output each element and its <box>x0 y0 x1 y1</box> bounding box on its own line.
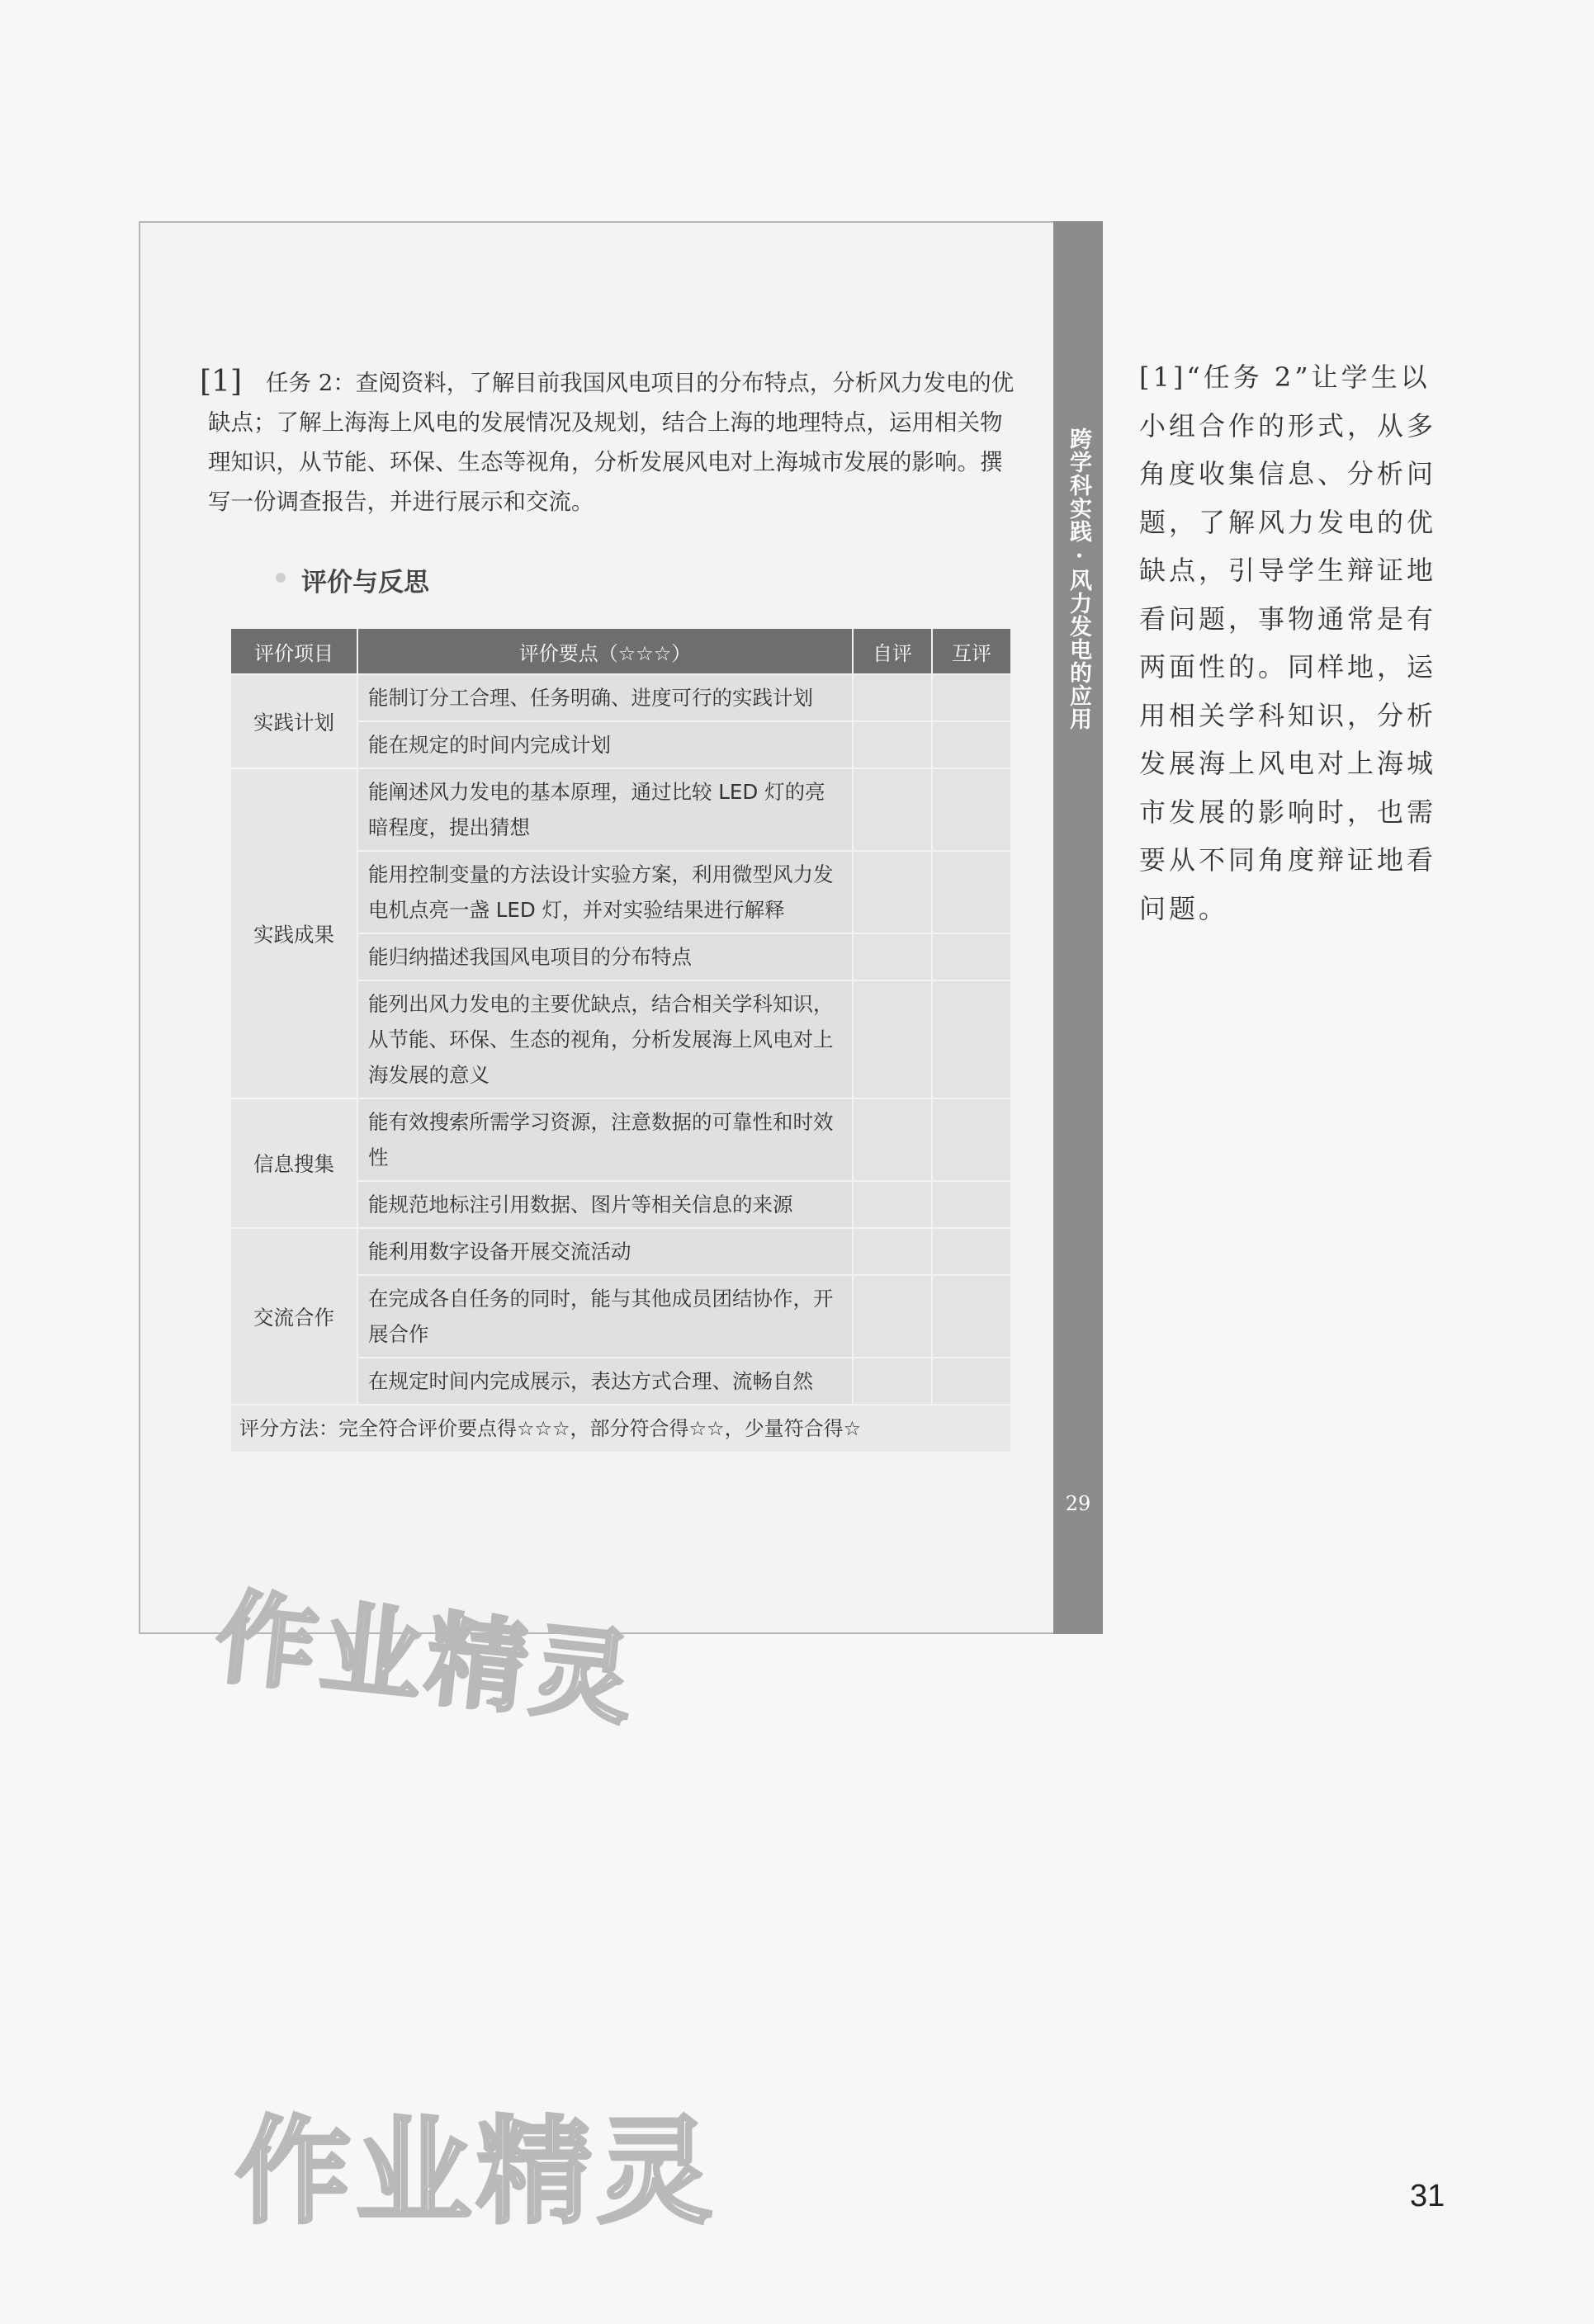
self-eval-cell <box>853 1275 932 1358</box>
criteria-cell: 在规定时间内完成展示，表达方式合理、流畅自然 <box>357 1358 853 1405</box>
table-row <box>230 1098 1011 1181</box>
watermark-logo: 作业精灵 <box>235 2105 718 2240</box>
peer-eval-cell <box>932 933 1011 980</box>
header-category: 评价项目 <box>230 628 357 674</box>
self-eval-cell <box>853 768 932 851</box>
criteria-cell: 能有效搜索所需学习资源，注意数据的可靠性和时效性 <box>357 1098 853 1181</box>
peer-eval-cell <box>932 980 1011 1098</box>
self-eval-cell <box>853 1098 932 1181</box>
peer-eval-cell <box>932 721 1011 768</box>
criteria-cell: 能利用数字设备开展交流活动 <box>357 1228 853 1275</box>
task-description: 任务 2：查阅资料，了解目前我国风电项目的分布特点，分析风力发电的优缺点；了解上海海上风电的发展情况及规划，结合上海的地理特点，运用相关物理知识，从节能、环保、生态等视角，分析发展风电对上海城市发展的影响。撰写一份调查报告，并进行展示和交流。 <box>208 370 1015 515</box>
watermark-logo: 作业精灵 <box>210 1578 643 1740</box>
self-eval-cell <box>853 674 932 721</box>
criteria-cell: 能制订分工合理、任务明确、进度可行的实践计划 <box>357 674 853 721</box>
task-marker: [1] <box>200 365 242 399</box>
spine-title: 跨学科实践 · 风力发电的应用 <box>1066 427 1091 731</box>
page-number: 31 <box>1410 2179 1445 2213</box>
category-cell: 信息搜集 <box>230 1098 357 1228</box>
criteria-cell: 在完成各自任务的同时，能与其他成员团结协作，开展合作 <box>357 1275 853 1358</box>
header-criteria: 评价要点（☆☆☆） <box>357 628 853 674</box>
evaluation-table <box>229 627 1012 1453</box>
table-row <box>230 1228 1011 1275</box>
peer-eval-cell <box>932 1228 1011 1275</box>
criteria-cell: 能用控制变量的方法设计实验方案，利用微型风力发电机点亮一盏 LED 灯，并对实验结果进行解释 <box>357 851 853 933</box>
side-annotation: [1]“任务 2”让学生以小组合作的形式，从多角度收集信息、分析问题，了解风力发电的优缺点，引导学生辩证地看问题，事物通常是有两面性的。同样地，运用相关学科知识，分析发展海上风电对上海城市发展的影响时，也需要从不同角度辩证地看问题。 <box>1139 361 1437 924</box>
header-self: 自评 <box>853 628 932 674</box>
peer-eval-cell <box>932 1098 1011 1181</box>
criteria-cell: 能在规定的时间内完成计划 <box>357 721 853 768</box>
criteria-cell: 能规范地标注引用数据、图片等相关信息的来源 <box>357 1181 853 1228</box>
category-cell: 实践计划 <box>230 674 357 768</box>
self-eval-cell <box>853 933 932 980</box>
scoring-method: 评分方法：完全符合评价要点得☆☆☆，部分符合得☆☆，少量符合得☆ <box>230 1405 1011 1452</box>
table-row <box>230 768 1011 851</box>
table-footer-row <box>230 1405 1011 1452</box>
criteria-cell: 能列出风力发电的主要优缺点，结合相关学科知识，从节能、环保、生态的视角，分析发展海上风电对上海发展的意义 <box>357 980 853 1098</box>
section-title: 评价与反思 <box>301 568 429 598</box>
criteria-cell: 能阐述风力发电的基本原理，通过比较 LED 灯的亮暗程度，提出猜想 <box>357 768 853 851</box>
table-header-row <box>230 628 1011 674</box>
criteria-cell: 能归纳描述我国风电项目的分布特点 <box>357 933 853 980</box>
self-eval-cell <box>853 721 932 768</box>
self-eval-cell <box>853 1358 932 1405</box>
category-cell: 交流合作 <box>230 1228 357 1405</box>
peer-eval-cell <box>932 851 1011 933</box>
peer-eval-cell <box>932 1181 1011 1228</box>
header-peer: 互评 <box>932 628 1011 674</box>
peer-eval-cell <box>932 674 1011 721</box>
peer-eval-cell <box>932 1275 1011 1358</box>
inner-page-number: 29 <box>1065 1492 1091 1515</box>
self-eval-cell <box>853 1181 932 1228</box>
peer-eval-cell <box>932 768 1011 851</box>
self-eval-cell <box>853 980 932 1098</box>
bullet-dot-icon <box>276 573 286 583</box>
table-row <box>230 674 1011 721</box>
self-eval-cell <box>853 851 932 933</box>
spine-band <box>1053 221 1103 1634</box>
peer-eval-cell <box>932 1358 1011 1405</box>
category-cell: 实践成果 <box>230 768 357 1098</box>
self-eval-cell <box>853 1228 932 1275</box>
